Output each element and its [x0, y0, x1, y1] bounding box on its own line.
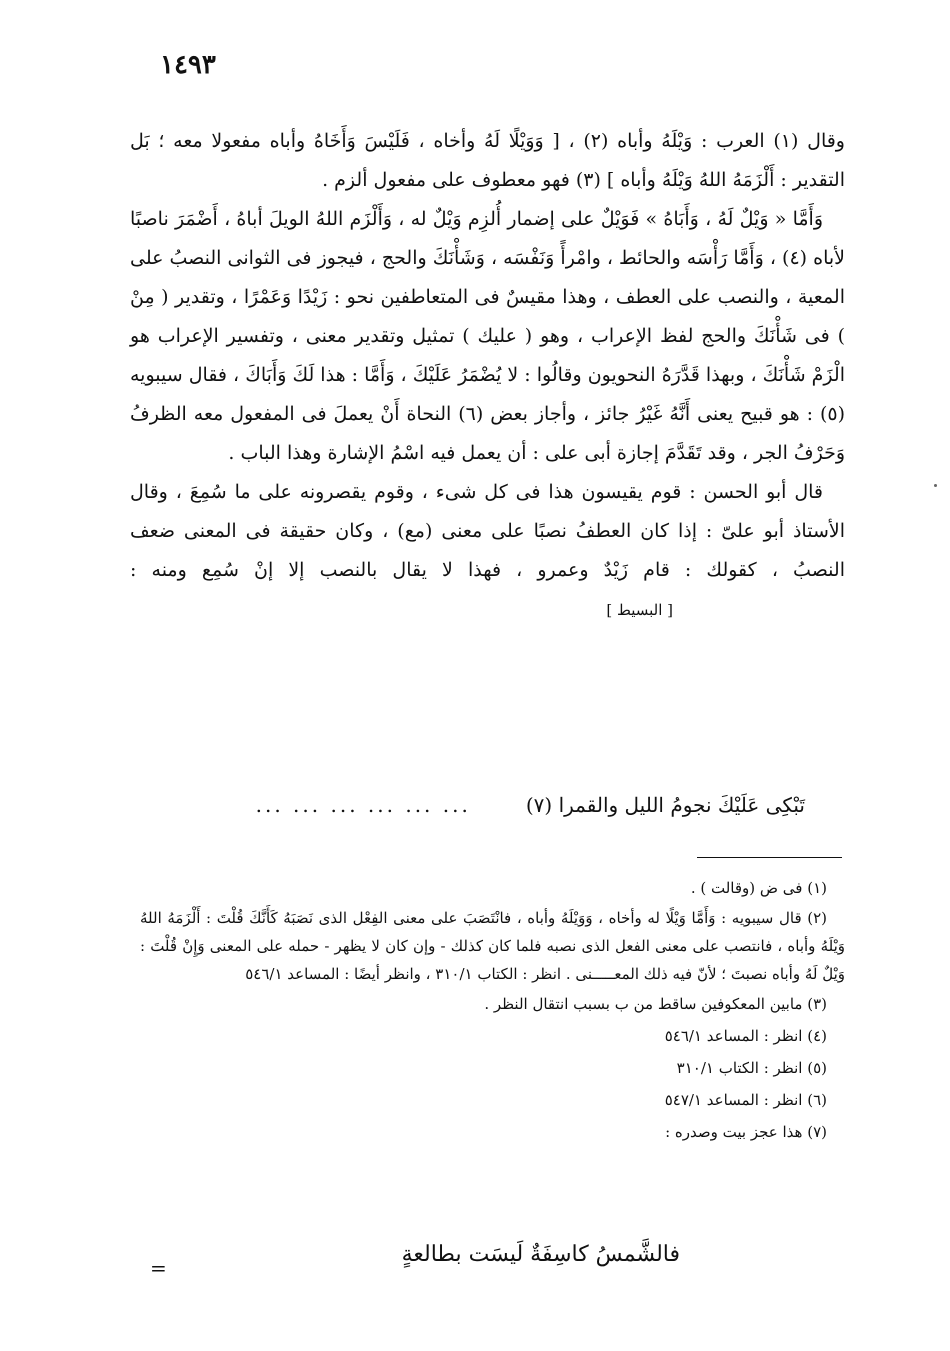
main-text: [130, 122, 845, 630]
scan-speck: [934, 484, 937, 487]
footnote: (٤) انظر : المساعد ٥٤٦/١: [664, 1027, 827, 1045]
page-number: ١٤٩٣: [160, 50, 216, 80]
verse-hemistich: تَبْكِى عَلَيْكَ نجومُ الليل والقمرا (٧): [525, 793, 805, 817]
footnote: (٣) مابين المعكوفين ساقط من ب بسبب انتقال النظر .: [484, 995, 827, 1013]
paragraph: وَأَمَّا « وَيْلٌ لَهُ ، وَأَبَاهُ » فَوَيْلٌ على إضمار أُلزِم وَيْلٌ له ، وَأَلْزَم اللهُ الويلَ أباهُ ، أَضْمَرَ ناصبًا لأباه (٤) ، وَأَمَّا رَأْسَه والحائط ، وامْرأً وَنَفْسَه ، وَشَأْنَكَ والحج ، فيجوز فى الثوانى النصبُ على المعية ، والنصب على العطف ، وهذا مقيسٌ فى المتعاطفين نحو : زَيْدًا وَعَمْرًا ، وتقدير ( مِنْ ) فى شَأْنَكَ والحج لفظ الإعراب ، وهو ( عليك ) تمثيل وتقدير معنى ، وتفسير الإعراب هو الْزَمْ شَأْنَكَ ، وبهذا قَدَّرَهُ النحويون وقالُوا : لا يُضْمَرُ عَلَيْكَ ، وَأَمَّا : هذا لَكَ وَأَبَاكَ ، فقال سيبويه (٥) : هو قبيح يعنى أَنَّهُ غَيْرُ جائز ، وأجاز بعض (٦) النحاة أَنْ يعملَ فى المفعول معه الظرفُ وَحَرْفُ الجر ، وقد تَقَدَّمَ إجازة أبى على : أن يعمل فيه اسْمُ الإشارة وهذا الباب .: [130, 208, 845, 464]
paragraph-text: قال أبو الحسن : قوم يقيسون هذا فى كل شىء ، وقوم يقصرونه على ما سُمِعَ ، وقال الأستاذ أبو علىّ : إذا كان العطفُ نصبًا على معنى (مع) ، وكان حقيقة فى المعنى ضعف النصبُ ، كقولك : قام زَيْدٌ وعمرو ، فهذا لا يقال بالنصب إلا إنْ سُمِع ومنه :: [130, 481, 845, 581]
verse-first-hemistich: فالشَّمسُ كاسِفَةٌ لَيسَت بطالعةٍ: [401, 1242, 680, 1267]
footnote: (١) فى ض (وقالت ) .: [690, 879, 827, 897]
poetic-meter-label: [ البسيط ]: [606, 601, 673, 619]
footnote: (٦) انظر : المساعد ٥٤٧/١: [664, 1091, 827, 1109]
footnote: (٥) انظر : الكتاب ٣١٠/١: [676, 1059, 827, 1077]
paragraph: وقال (١) العرب : وَيْلَهُ وأباه (٢) ، [ وَوَيْلًا لَهُ وأخاه ، فَلَيْسَ وَأَخَاهُ وأباه مفعولا معه ؛ بَل التقدير : أَلْزَمَهُ اللهُ وَيْلَهُ وأباه ] (٣) فهو معطوف على مفعول ألزم .: [130, 130, 845, 191]
footnote-separator: [697, 857, 842, 858]
continuation-mark: =: [150, 1256, 167, 1280]
footnotes: [140, 872, 845, 1148]
verse-line: [175, 790, 805, 820]
elided-hemistich-dots: ... ... ... ... ... ...: [255, 793, 471, 817]
footnote: (٧) هذا عجز بيت وصدره :: [665, 1123, 827, 1141]
paragraph: [130, 473, 845, 630]
footnote: (٢) قال سيبويه : وَأَمَّا وَيْلًا له وأخاه ، وَوَيْلَهُ وأباه ، فانْتَصَبَ على معنى الفِعْل الذى نَصَبَهُ كَأَنَّكَ قُلْتَ : أَلْزَمَهُ اللهُ وَيْلَهُ وأباه ، فانتصب على معنى الفعل الذى نصبه فلما كان كذلك - وإن كان لا يظهر - حمله على المعنى وَإِنْ قُلْتَ : وَيْلٌ لَهُ وأباه نصبتَ ؛ لأنّ فيه ذلك المعـــــنى . انظر : الكتاب ٣١٠/١ ، وانظر أيضًا : المساعد ٥٤٦/١: [140, 909, 845, 983]
